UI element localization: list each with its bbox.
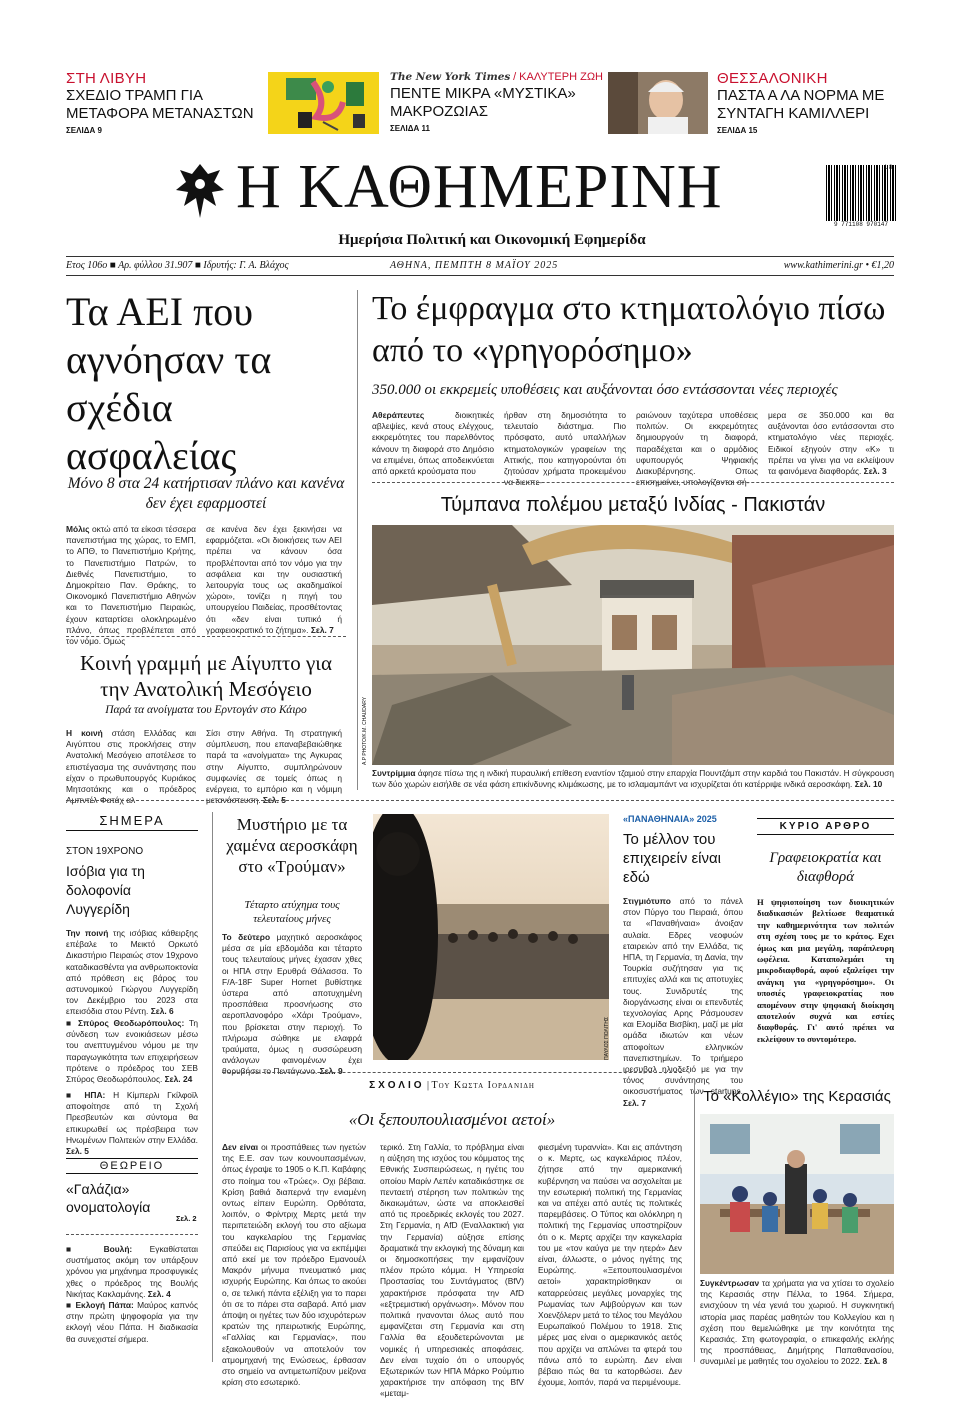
panathinaia-page-ref[interactable]: Σελ. 7 bbox=[623, 1097, 646, 1108]
egypt-headline[interactable]: Κοινή γραμμή με Αίγυπτο για την Ανατολική Μεσόγειο bbox=[80, 651, 332, 701]
today-item-1 bbox=[66, 1018, 198, 1085]
commentary-text-1: οι προσπάθειες των ηγετών της Ε.Ε. σαν των κουνουπασμένων, όπως έγραψε το 1905 ο Κ.Π. Καβάφης στο ποίημα του «Τρώες». Οχι βέβαια. Κρίση βαθιά διαπερνά την ενιαμένη οντως είπειν Ευρώπη. Ορθότατα, λοιπόν, ο Φρίντριχ Μερτς μετά την περιπετειώδη εκλογή του στο αξίωμα του καγκελαρίου της Γερμανίας σπεύδει εις Παρισίους για να εκπέμψει από εκεί με τον πρόεδρο Εμανουέλ Μακρόν μήνυμα πνευματικό μιας ισχυρής Ευρώπης. Και όπως το ακούει ο, σε τελική πάντα εξέλιξη για το παρει ότι σε το πάρει στα σαβαρά. Από μιαν άποψη οι ηγέτες των δύο ισχυρότερων κρατών της ηπειρωτικής Ευρώπης, «Γαλλίας και Γερμανίας», που εξακολουθούν να αποτελούν τον ατμομηχανή της Ενώσεως, έρθασαν στο σημείο να αντιμετωπίζουν μείζονα κρίση στο εσωτερικό. bbox=[222, 1142, 366, 1388]
cadastre-text-2: ήρθαν στη δημοσιότητα το τελευταίο διάστημα. Πιο πρόσφατο, αυτό υπαλλήλων κτηματολογικών γραφείων της Αττικής, που κατηγορούνται ότι ζητούσαν χρήματα προκειμένου να διεκπε- bbox=[504, 410, 626, 488]
india-page-ref[interactable]: Σελ. 10 bbox=[854, 779, 883, 790]
cadastre-col-2 bbox=[504, 410, 626, 488]
teaser-illustration bbox=[268, 72, 379, 134]
editorial-box bbox=[757, 812, 894, 1080]
dateline-center: ΑΘΗΝΑ, ΠΕΜΠΤΗ 8 ΜΑΪΟΥ 2025 bbox=[390, 260, 559, 271]
aei-headline[interactable]: Τα ΑΕΙ που αγνόησαν τα σχέδια ασφαλείας bbox=[66, 289, 272, 478]
today-item-ref[interactable]: Σελ. 24 bbox=[164, 1074, 193, 1085]
dateline-left: Ετος 106ο ■ Αρ. φύλλου 31.907 ■ Ιδρυτής: Γ. Α. Βλάχος bbox=[66, 260, 289, 271]
kerasia-headline[interactable]: Το «Κολλέγιο» της Κερασιάς bbox=[703, 1088, 891, 1105]
aei-text-2: σε κανένα δεν έχει ξεκινήσει να εφαρμόζεται. «Οι διοικήσεις των ΑΕΙ πρέπει να κάνουν όσα προβλέπονται από τον νόμο για την ασφάλεια και την ουσιαστική λειτουργία τους ως ακαδημαϊκοί χώροι», τονίζει η πηγή του υπουργείου Παιδείας, προσθέτοντας ότι «δεν είναι τυπικό ή γραφειοκρατικό το ζήτημα». bbox=[206, 524, 342, 635]
today-item-2 bbox=[66, 1090, 198, 1157]
commentary-byline bbox=[222, 1080, 682, 1091]
divider-left-1 bbox=[66, 636, 346, 637]
opinion-header: ΘΕΩΡΕΙΟ bbox=[66, 1158, 198, 1174]
nyt-logo: The New York Times bbox=[390, 71, 511, 83]
bullet-icon: ■ bbox=[66, 1090, 85, 1100]
divider-right-1 bbox=[372, 482, 894, 483]
opinion-item-2 bbox=[66, 1300, 198, 1345]
masthead-title[interactable]: Η ΚΑΘΗΜΕΡΙΝΗ bbox=[236, 153, 723, 221]
divider-lower bbox=[222, 1072, 682, 1073]
egypt-deck: Παρά τα ανοίγματα του Ερντογάν στο Κάιρο bbox=[105, 704, 307, 716]
editorial-header: ΚΥΡΙΟ ΑΡΘΡΟ bbox=[757, 818, 894, 835]
cadastre-text-4: μερα σε 350.000 και θα αυξάνονται όσο εντάσσονται στο κτηματολόγιο νέες περιοχές. Ειδικοί εξηγούν στην «Κ» τι πρέπει να γίνει για να εκλείψουν τα φαινόμενα διαφθοράς. bbox=[768, 410, 894, 477]
barcode-number: 9 771108 970147 bbox=[833, 221, 888, 228]
teaser-thessaloniki[interactable] bbox=[717, 70, 927, 135]
kerasia-photo bbox=[700, 1114, 894, 1274]
opinion-item-lead: Βουλή: bbox=[103, 1244, 133, 1254]
cadastre-lead-word: Αθεράπευτες bbox=[372, 410, 425, 420]
today-body bbox=[66, 928, 198, 1018]
teaser-kicker: ΘΕΣΣΑΛΟΝΙΚΗ bbox=[717, 70, 828, 87]
truman-body bbox=[222, 932, 362, 1078]
panathinaia-lead-word: Στιγμιότυπο bbox=[623, 896, 671, 906]
teaser-kicker: ΣΤΗ ΛΙΒΥΗ bbox=[66, 70, 147, 87]
opinion-ref[interactable]: Σελ. 2 bbox=[176, 1214, 197, 1223]
aei-col-1 bbox=[66, 524, 196, 647]
opinion-item-1 bbox=[66, 1244, 198, 1300]
teaser-section: / ΚΑΛΥΤΕΡΗ ΖΩΗ bbox=[513, 71, 603, 83]
today-item-lead: ΗΠΑ: bbox=[84, 1090, 106, 1100]
panathinaia-photo-credit: ΠΑΥΛΟΣ ΠΟΛΙΤΗΣ bbox=[604, 1016, 610, 1060]
aei-col-2 bbox=[206, 524, 342, 636]
bullet-icon: ■ bbox=[66, 1244, 104, 1254]
opinion-item-lead: Εκλογή Πάπα: bbox=[75, 1300, 134, 1310]
kerasia-caption bbox=[700, 1278, 894, 1368]
masthead-logo-icon bbox=[172, 160, 228, 222]
kerasia-page-ref[interactable]: Σελ. 8 bbox=[864, 1356, 888, 1367]
kerasia-caption-lead: Συγκέντρωσαν bbox=[700, 1278, 760, 1288]
editorial-title[interactable]: Γραφειοκρατία και διαφθορά bbox=[769, 850, 882, 885]
truman-deck: Τέταρτο ατύχημα τους τελευταίους μήνες bbox=[244, 899, 340, 925]
barcode bbox=[826, 165, 896, 233]
vertical-divider-today bbox=[212, 812, 213, 1362]
masthead-subtitle: Ημερήσια Πολιτική και Οικονομική Εφημερίδα bbox=[338, 232, 646, 248]
cadastre-deck: 350.000 οι εκκρεμείς υποθέσεις και αυξάνονται όσο εντάσσονται νέες περιοχές bbox=[372, 382, 838, 398]
commentary-text-2: τερικό. Στη Γαλλία, το πρόβλημα είναι η αύξηση της ισχύος του κόμματος της Εθνικής Συσπειρώσεως, η ηγέτις του οποίου Μαρίν Λεπέν καταδικάστηκε σε πενταετή στέρηση των πολιτικών της δικαιωμάτων, ώστε να αποκλεισθεί από τις προεδρικές εκλογές του 2027. Στη Γερμανία, η AfD (Εναλλακτική για την Γερμανία) αύξησε επίσης δραματικά την εκλογική της δύναμη και οι δημοσκοπήσεις την εμφανίζουν πλέον πρώτο κόμμα. Η Υπηρεσία Προστασίας του Συντάγματος (BfV) χαρακτήρισε πρόσφατα την AfD «εξτρεμιστική οργάνωση». Μόνον που πολιτικά ηνανονται όλως αυτό που εμφανίζεται στη Γερμανία και στη Γαλλία θα εξουδετερώνονται με νομικές ή υπηρεσιακές αποφάσεις. Δεν είναι τυχαίο ότι ο υπουργός Εξωτερικών των ΗΠΑ Μάρκο Ρούμπιο χαρακτήρισε την απόφαση της BfV «μεταμ- bbox=[380, 1142, 524, 1399]
commentary-text-3: φιεσμένη τυραννία». Και εις απάντηση ο κ. Μερτς, ως καγκελάριος πλέον, ζήτησε από την αμερικανική κυβέρνηση να παύσει να ασχολείται με την εσωτερική πολιτική της Γερμανίας και να απέχει από αυτές τις πολιτικές παρεμβάσεις. Ο Τύπος και ολόκληρη η πολιτική της Γερμανίας υποστηρίζουν ότι ο κ. Μερτς αρχίζει την καγκελαρία του με «τον καύγα με την ητερά» Δεν είναι, άλλωστε, ο μόνος ηγέτης της Ευρώπης. «Ξεπουπουλιασμένοι αετοί» χαρακτηρίσθηκαν οι καταρρεύσεις μεγάλες μοναρχίες της Ρωμανίας των Αψβούργων και των Χοενζόλερν μετά το τέλος του Μεγάλου Ευρωπαϊκού Πολέμου το 1918. Στις μέρες μας είναι ο αμερικανικός αετός που αρχίζει να απλώνει τα φτερά του πάνω από το ευρώπη. Δεν είναι βέβαιο πώς θα τα κατορθώσει. Δεν έχουμε, λοιπόν, παρά να περιμένουμε. bbox=[538, 1142, 683, 1388]
today-page-ref[interactable]: Σελ. 6 bbox=[150, 1006, 174, 1017]
today-headline[interactable]: Ισόβια για τη δολοφονία Λυγγερίδη bbox=[66, 863, 145, 917]
panathinaia-kicker: «ΠΑΝΑΘΗΝΑΙΑ» 2025 bbox=[623, 814, 717, 824]
india-caption-text: άφησε πίσω της η ινδική πυραυλική επίθεση εναντίον τζαμιού στην επαρχία Πουντζάμπ στην καρδιά του Πακιστάν. Η σύγκρουση των δύο χωρών εισήλθε σε νέα φάση επικίνδυνης κλιμάκωσης, με το ισλαμαμπάντ να ισχυρίζεται ότι κατέρριψε ινδικά αεροσκάφη. bbox=[372, 768, 894, 790]
panathinaia-photo bbox=[373, 814, 609, 1060]
cadastre-col-4 bbox=[768, 410, 894, 477]
teaser-title: ΣΧΕΔΙΟ ΤΡΑΜΠ ΓΙΑ ΜΕΤΑΦΟΡΑ ΜΕΤΑΝΑΣΤΩΝ bbox=[66, 87, 254, 122]
cadastre-col-1 bbox=[372, 410, 494, 477]
egypt-text-2: Σίσι στην Αθήνα. Τη στρατηγική σύμπλευση, που επαναβεβαιώθηκε παρά τα «ανοίγματα» της Αγκυρας στην Αίγυπτο, συμπληρώνουν συμφωνίες σε τομείς όπως η ενέργεια, το εμπόριο και η νόμιμη μετανάστευση. bbox=[206, 728, 342, 806]
dateline-rule-top bbox=[66, 256, 894, 257]
aei-text-1: οκτώ από τα είκοσι τέσσερα πανεπιστήμια της χώρας, το ΕΜΠ, το ΑΠΘ, το Πανεπιστήμιο Κρήτης, το Πανεπιστήμιο Πατρών, το Διεθνές Πανεπιστήμιο, το Δημοκρίτειο Παν. Θράκης, το Οικονομικό Πανεπιστήμιο Αθηνών και το Πανεπιστήμιο Πειραιώς, έχουν καταρτίσει ολοκληρωμένο πλάνο, όπως προβλέπεται από τον νόμο. Ομως bbox=[66, 524, 196, 647]
india-caption bbox=[372, 768, 894, 790]
cadastre-text-1: διοικητικές αβλεψίες, κενά στους ελέγχους, εκκρεμότητες του παρελθόντος κάνουν τη διαφορά στο Δημόσιο να επιμένει, όπως αποδεικνύεται από αρκετά κρούσματα που bbox=[372, 410, 494, 477]
commentary-lead-word: Δεν είναι bbox=[222, 1142, 259, 1152]
teaser-libya[interactable] bbox=[66, 70, 262, 135]
egypt-col-2 bbox=[206, 728, 342, 806]
today-item-ref[interactable]: Σελ. 5 bbox=[66, 1146, 89, 1157]
teaser-nyt[interactable] bbox=[390, 70, 603, 133]
today-item-lead: Σπύρος Θεοδωρόπουλος: bbox=[78, 1018, 185, 1028]
egypt-col-1 bbox=[66, 728, 196, 806]
commentary-col-1 bbox=[222, 1142, 366, 1388]
panathinaia-body bbox=[623, 896, 743, 1109]
truman-page-ref[interactable]: Σελ. 9 bbox=[319, 1066, 343, 1077]
teaser-page: ΣΕΛΙΔΑ 11 bbox=[390, 124, 430, 133]
barcode-issue: 1 8 bbox=[884, 165, 893, 171]
vertical-divider-right bbox=[694, 1082, 695, 1362]
dateline-right[interactable]: www.kathimerini.gr • €1,20 bbox=[783, 260, 894, 271]
commentary-author: Του Κωστα Ιορδανιδη bbox=[431, 1080, 535, 1091]
opinion-item-ref[interactable]: Σελ. 4 bbox=[147, 1288, 171, 1299]
commentary-title[interactable]: «Οι ξεπουπουλιασμένοι αετοί» bbox=[348, 1110, 556, 1129]
truman-text: μαχητικό αεροσκάφος μέσα σε μία εβδομάδα και τέταρτο τους τελευταίους μήνες έχασαν χθες οι ΗΠΑ στην Ερυθρά Θάλασσα. Το F/A-18F Super Hornet βυθίστηκε ύστερα από αποτυχημένη προσπάθεια προσνήωσης στο αεροπλανοφόρο «Χάρι Τρούμαν», που βρίσκεται στην περιοχή. Το πλήρωμα σώθηκε με ελαφρά τραύματα, όμως η συσσώρευση ανάλογων φαινομένων έχει θορυβήσει το Πεντάγωνο. bbox=[222, 932, 362, 1077]
teaser-page: ΣΕΛΙΔΑ 15 bbox=[717, 126, 758, 135]
cadastre-page-ref[interactable]: Σελ. 3 bbox=[863, 466, 887, 477]
vertical-divider-top bbox=[357, 290, 358, 790]
teaser-page: ΣΕΛΙΔΑ 9 bbox=[66, 126, 102, 135]
today-item-text: Τη σύνδεση των ενοικιάσεων μέσω του ανεπτυγμένου νόμου με την παραγωγικότητα των επιχειρήσεων πρότεινε ο πρόεδρος του ΣΕΒ Σπύρος Θεοδωρόπουλος. bbox=[66, 1018, 198, 1085]
today-header: ΣΗΜΕΡΑ bbox=[66, 813, 198, 831]
cadastre-headline[interactable]: Το έμφραγμα στο κτηματολόγιο πίσω από το «γρηγορόσημο» bbox=[372, 290, 886, 369]
india-photo bbox=[372, 525, 894, 765]
today-lead-word: Την ποινή bbox=[66, 928, 109, 938]
today-item-text: Η Κίμπερλι Γκίλφοϊλ αποφοίτησε από τη Σχολή Πρεσβευτών και σύντομα θα επικυρωθεί ως πρέσβειρα των Ηνωμένων Πολιτειών στην Ελλάδα. bbox=[66, 1090, 198, 1145]
india-headline[interactable]: Τύμπανα πολέμου μεταξύ Ινδίας - Πακιστάν bbox=[440, 494, 826, 516]
truman-headline[interactable]: Μυστήριο με τα χαμένα αεροσκάφη στο «Τρούμαν» bbox=[226, 815, 358, 876]
opinion-item-text: Μαύρος καπνός στην πρώτη ψηφοφορία για την εκλογή νέου Πάπα. Η διαδικασία θα συνεχιστεί σήμερα. bbox=[66, 1300, 198, 1344]
opinion-title[interactable]: «Γαλάζια» ονοματολογία bbox=[66, 1181, 151, 1215]
kerasia-caption-text: τα χρήματα για να χτίσει το σχολείο της Κερασιάς στην Πέλλα, το 1964. Σήμερα, ενισχύουν τη νέα γενιά του χωριού. Η συγκινητική ιστορία μιας παρέας μαθητών του Κολλεγίου και η σχέση που θεμελιώθηκε με την κοινότητα της Κερασιάς. Στη φωτογραφία, ο επικεφαλής εκλήης της προσπάθειας, Δημήτρης Παπαθανασίου, συναμιλεί με μαθητές του σχολείου το 2022. bbox=[700, 1278, 894, 1367]
truman-lead-word: Το δεύτερο bbox=[222, 932, 271, 942]
teaser-title: ΠΑΣΤΑ Α ΛΑ ΝΟΡΜΑ ΜΕ ΣΥΝΤΑΓΗ ΚΑΜΙΛΛΕΡΙ bbox=[717, 87, 885, 122]
teaser-portrait bbox=[608, 72, 708, 134]
panathinaia-headline[interactable]: Το μέλλον του επιχειρείν είναι εδώ bbox=[623, 831, 722, 886]
commentary-col-2 bbox=[380, 1142, 524, 1400]
today-kicker: ΣΤΟΝ 19ΧΡΟΝΟ bbox=[66, 846, 144, 857]
dateline-rule-bottom bbox=[66, 275, 894, 276]
opinion-item-text: Εγκαθίσταται συστήματος ακόμη τον υπάρξουν χρόνου για μηχάνημα προσφυγικές χθες ο πρόεδρος της Βουλής Νικήτας Κακλαμάνης. bbox=[66, 1244, 198, 1299]
india-caption-lead: Συντρίμμια bbox=[372, 768, 416, 778]
egypt-page-ref[interactable]: Σελ. 5 bbox=[262, 795, 286, 806]
editorial-body: Η ψηφιοποίηση των διοικητικών διαδικασιών βελτίωσε θεαματικά την καθημερινότητα των πολιτών στη σχέση τους με το κράτος. Εχει όμως και μια μεγάλη, παράπλευρη ωφέλεια. Καταπολεμάει τη μικροδιαφθορά, αφού εξαλείφει την ανάγκη για «γρηγορόσημο». Οι υποσιές γραφειοκρατίας που απομένουν στην ψηφιακή διοίκηση αποτελούν συχνά και εστίες διαφθοράς. Γι' αυτό πρέπει να εκλείψουν το συντομότερο. bbox=[757, 897, 894, 1044]
divider-full-1 bbox=[66, 800, 894, 801]
bullet-icon: ■ bbox=[66, 1300, 76, 1310]
opinion-divider bbox=[66, 1234, 198, 1235]
egypt-lead-word: Η κοινή bbox=[66, 728, 103, 738]
commentary-col-3 bbox=[538, 1142, 682, 1388]
aei-page-ref[interactable]: Σελ. 7 bbox=[310, 624, 334, 635]
commentary-label: ΣΧΟΛΙΟ bbox=[369, 1080, 425, 1091]
commentary-sep: | bbox=[427, 1080, 430, 1091]
cadastre-text-3: ραιώνουν ταχύτερα υποθέσεις πολιτών. Οι εκκρεμότητες δημιουργούν τη διαφορά, παραδέχεται και ο αρμόδιος υφυπουργός Ψηφιακής Διακυβέρνησης. Οπως επισημαίνει, υπολογίζονται σή- bbox=[636, 410, 758, 488]
aei-deck: Μόνο 8 στα 24 κατήρτισαν πλάνο και κανένα δεν έχει εφαρμοστεί bbox=[67, 475, 345, 512]
today-text: της ισόβιας κάθειρξης επέβαλε το Μεικτό Ορκωτό Δικαστήριο Πειραιώς στον 19χρονο καταδικασθέντα για ανθρωποκτονία από πρόθεση εις βάρος του αστυνομικού Γιώργου Λυγγερίδη τον Δεκέμβριο του 2023 στα επεισόδια στου Ρέντη. bbox=[66, 928, 198, 1017]
aei-lead-word: Μόλις bbox=[66, 524, 90, 534]
panathinaia-text: από το πάνελ στον Πύργο του Πειραιά, όπου τα «Παναθήναια» άνοιξαν αυλαία. Εδρες νεοφυών εταιρειών από την Ελλάδα, τις ΗΠΑ, τη Γερμανία, τη Δανία, την Τουρκία συζήτησαν για τις επιτυχίες αλλά και τις αποτυχίες τους. Συνιδρυτές της διοργάνωσης είναι οι επενδυτές τεχνολογίας Αρης Ράσμουσεν και Ελομίδα Βισβίκη, μαζί με μία ομάδα ιδιωτών και νέων αποφοίτων ελληνικών πανεπιστημίων. Το τριήμερο ιρεσυβαλ ηλιοδεξιό με για την τόνος συνάντησης του οικοσυστήματος των startups. bbox=[623, 896, 743, 1097]
india-photo-credit: A.P PHOTO/K.M. CHAUDARY bbox=[362, 696, 368, 765]
bullet-icon: ■ bbox=[66, 1018, 79, 1028]
teaser-title: ΠΕΝΤΕ ΜΙΚΡΑ «ΜΥΣΤΙΚΑ» ΜΑΚΡΟΖΩΙΑΣ bbox=[390, 85, 576, 120]
egypt-text-1: στάση Ελλάδας και Αιγύπτου στις προκλήσεις στην Ανατολική Μεσόγειο αποτέλεσε το επιστέγασμα της συνάντησης που είχαν ο πρωθυπουργός Κυριάκος Μητσοτάκης και ο πρόεδρος Αμπντέλ Φατάχ αλ bbox=[66, 728, 196, 806]
cadastre-col-3 bbox=[636, 410, 758, 488]
